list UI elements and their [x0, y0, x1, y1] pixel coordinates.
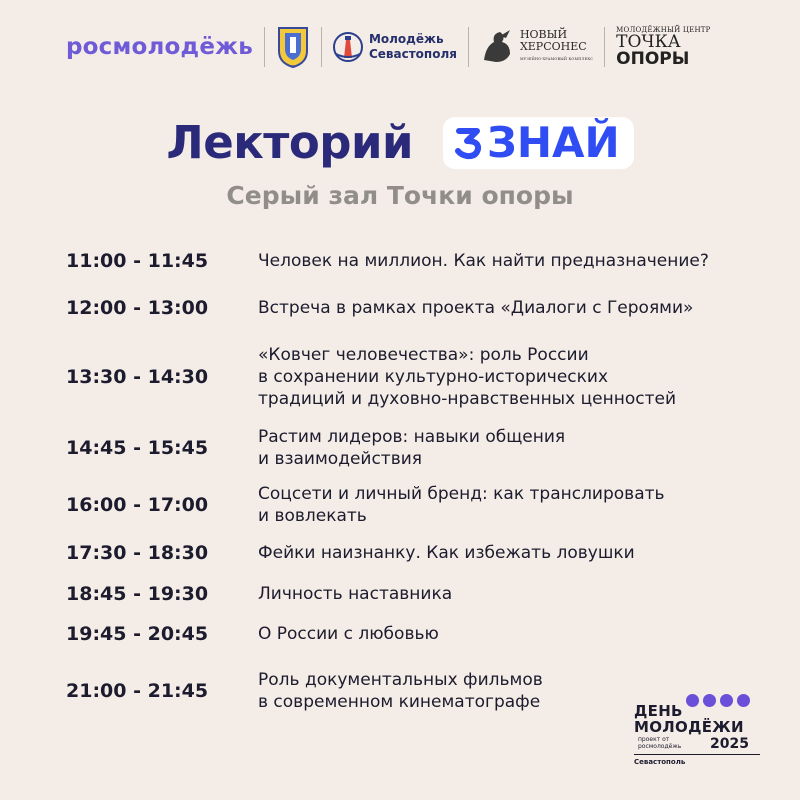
novy-line1: НОВЫЙ: [519, 28, 568, 41]
badge-small1: проект от: [638, 736, 670, 743]
badge-year: 2025: [710, 736, 749, 752]
schedule-time: 14:45 - 15:45: [66, 437, 209, 459]
novy-line2: ХЕРСОНЕС: [519, 40, 587, 53]
emoji-dot-icon: [720, 694, 733, 707]
schedule-talk-line: Встреча в рамках проекта «Диалоги с Героями»: [258, 298, 694, 318]
schedule-talk-title: [258, 623, 439, 645]
schedule-row: [66, 542, 766, 564]
emoji-dot-icon: [703, 694, 716, 707]
den-molodezhi-badge: [630, 690, 770, 780]
znai-label: ЗНАЙ: [487, 118, 620, 167]
partner-logos: [66, 22, 734, 72]
schedule-talk-line: О России с любовью: [258, 624, 439, 644]
badge-dots: [686, 694, 750, 707]
molodezh-sevastopolya-logo: [333, 30, 457, 64]
badge-small: [638, 736, 681, 750]
schedule-talk-line: Роль документальных фильмов: [258, 670, 543, 690]
znai-badge: [443, 117, 634, 169]
znai-3-icon: [453, 126, 483, 160]
title-row: [0, 116, 800, 169]
logo-divider: [264, 27, 265, 67]
tochka-line2: ОПОРЫ: [616, 49, 690, 69]
badge-line2: МОЛОДЁЖИ: [634, 718, 744, 736]
schedule-talk-title: [258, 669, 543, 713]
schedule-talk-line: Соцсети и личный бренд: как транслировать: [258, 484, 665, 504]
badge-small2: росмолодёжь: [638, 743, 682, 750]
molodezh-line1: Молодёжь: [368, 32, 444, 46]
molodezh-line2: Севастополя: [368, 47, 457, 61]
schedule-talk-title: [258, 297, 693, 319]
schedule-talk-line: Растим лидеров: навыки общения: [258, 427, 566, 447]
logo-divider: [468, 27, 469, 67]
subtitle: Серый зал Точки опоры: [226, 181, 574, 210]
emoji-dot-icon: [686, 694, 699, 707]
griffin-icon: [480, 28, 514, 66]
schedule-talk-line: в современном кинематографе: [258, 692, 541, 712]
schedule-row: [66, 426, 766, 470]
schedule-row: [66, 344, 766, 410]
badge-city: Севастополь: [634, 758, 686, 766]
schedule-talk-line: Человек на миллион. Как найти предназначение?: [258, 251, 709, 271]
schedule-talk-title: [258, 250, 709, 272]
schedule-talk-title: [258, 483, 665, 527]
schedule-talk-line: Личность наставника: [258, 584, 453, 604]
schedule-talk-title: [258, 426, 565, 470]
schedule-time: 19:45 - 20:45: [66, 623, 209, 645]
schedule-talk-line: традиций и духовно-нравственных ценностей: [258, 389, 676, 409]
schedule-talk-title: [258, 344, 676, 410]
schedule-talk-line: и взаимодействия: [258, 449, 423, 469]
schedule-talk-title: [258, 542, 635, 564]
schedule-time: 11:00 - 11:45: [66, 250, 209, 272]
badge-divider: [634, 754, 760, 755]
tochka-small: МОЛОДЁЖНЫЙ ЦЕНТР: [616, 26, 711, 34]
schedule-row: [66, 483, 766, 527]
schedule-row: [66, 250, 766, 272]
sevastopol-crest-icon: [276, 25, 310, 69]
schedule-time: 13:30 - 14:30: [66, 366, 209, 388]
page-title: Лекторий: [166, 116, 414, 169]
emoji-dot-icon: [737, 694, 750, 707]
schedule-row: [66, 297, 766, 319]
schedule-time: 21:00 - 21:45: [66, 680, 209, 702]
novy-sub: МУЗЕЙНО-ХРАМОВЫЙ КОМПЛЕКС: [519, 57, 594, 61]
schedule-time: 18:45 - 19:30: [66, 583, 209, 605]
rosmolodezh-logo: росмолодёжь: [66, 34, 253, 60]
tochka-opory-logo: [616, 26, 710, 68]
logo-divider: [604, 27, 605, 67]
schedule-talk-line: «Ковчег человечества»: роль России: [258, 345, 589, 365]
schedule-row: [66, 623, 766, 645]
badge-line1: ДЕНЬ: [634, 702, 683, 720]
schedule-time: 12:00 - 13:00: [66, 297, 209, 319]
schedule-list: [66, 250, 766, 713]
schedule-talk-line: Фейки наизнанку. Как избежать ловушки: [258, 543, 635, 563]
logo-divider: [321, 27, 322, 67]
lighthouse-icon: [333, 30, 363, 64]
schedule-time: 16:00 - 17:00: [66, 494, 209, 516]
schedule-time: 17:30 - 18:30: [66, 542, 209, 564]
tochka-line1: ТОЧКА: [616, 32, 681, 52]
schedule-row: [66, 583, 766, 605]
novy-hersones-logo: [480, 28, 593, 66]
schedule-talk-line: и вовлекать: [258, 506, 367, 526]
schedule-talk-line: в сохранении культурно-исторических: [258, 367, 609, 387]
schedule-talk-title: [258, 583, 452, 605]
